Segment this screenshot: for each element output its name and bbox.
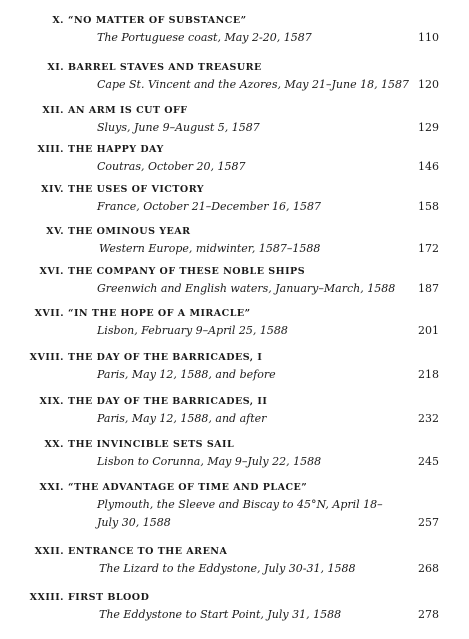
chapter-title: THE COMPANY OF THESE NOBLE SHIPS — [68, 266, 306, 277]
toc-entry — [0, 351, 469, 391]
chapter-number: XIII. — [37, 144, 64, 155]
chapter-subtitle: The Lizard to the Eddystone, July 30-31, 1588 — [99, 562, 356, 575]
chapter-number: XIV. — [41, 184, 64, 195]
page-number: 158 — [418, 200, 439, 213]
chapter-subtitle-continued: July 30, 1588 — [97, 516, 171, 529]
chapter-subtitle: Sluys, June 9–August 5, 1587 — [97, 121, 260, 134]
toc-entry — [0, 183, 469, 223]
page-number: 187 — [418, 282, 439, 295]
chapter-number: XI. — [47, 62, 64, 73]
chapter-subtitle: Coutras, October 20, 1587 — [97, 160, 246, 173]
chapter-title: FIRST BLOOD — [68, 592, 150, 603]
page-number: 245 — [418, 455, 439, 468]
toc-entry — [0, 438, 469, 478]
page-number: 218 — [418, 368, 439, 381]
page-number: 257 — [418, 516, 439, 529]
toc-entry — [0, 545, 469, 585]
toc-entry — [0, 481, 469, 541]
chapter-number: XXIII. — [29, 592, 64, 603]
chapter-subtitle: The Eddystone to Start Point, July 31, 1588 — [99, 608, 342, 621]
chapter-subtitle: The Portuguese coast, May 2-20, 1587 — [97, 31, 312, 44]
chapter-title: “IN THE HOPE OF A MIRACLE” — [68, 308, 251, 319]
chapter-title: THE DAY OF THE BARRICADES, II — [68, 396, 268, 407]
page-number: 201 — [418, 324, 439, 337]
toc-entry — [0, 265, 469, 305]
toc-entry — [0, 143, 469, 183]
page-number: 278 — [418, 608, 439, 621]
chapter-number: XVIII. — [29, 352, 64, 363]
chapter-number: XII. — [42, 105, 64, 116]
chapter-number: XIX. — [39, 396, 64, 407]
chapter-number: X. — [52, 15, 64, 26]
chapter-number: XXII. — [34, 546, 64, 557]
chapter-subtitle: Cape St. Vincent and the Azores, May 21–June 18, 1587 — [97, 78, 410, 91]
chapter-title: THE DAY OF THE BARRICADES, I — [68, 352, 263, 363]
page-number: 146 — [418, 160, 439, 173]
page-number: 120 — [418, 78, 439, 91]
chapter-subtitle: Western Europe, midwinter, 1587–1588 — [99, 242, 321, 255]
page-number: 232 — [418, 412, 439, 425]
chapter-title: ENTRANCE TO THE ARENA — [68, 546, 228, 557]
toc-entry — [0, 61, 469, 101]
chapter-number: XV. — [46, 226, 64, 237]
page-number: 268 — [418, 562, 439, 575]
chapter-subtitle: Paris, May 12, 1588, and after — [97, 412, 267, 425]
chapter-number: XXI. — [39, 482, 64, 493]
toc-entry — [0, 395, 469, 435]
chapter-subtitle: France, October 21–December 16, 1587 — [97, 200, 321, 213]
chapter-subtitle: Plymouth, the Sleeve and Biscay to 45°N, April 18– — [97, 498, 383, 511]
toc-entry — [0, 225, 469, 265]
chapter-title: “NO MATTER OF SUBSTANCE” — [68, 15, 247, 26]
chapter-title: THE INVINCIBLE SETS SAIL — [68, 439, 235, 450]
chapter-title: THE HAPPY DAY — [68, 144, 164, 155]
page-number: 172 — [418, 242, 439, 255]
chapter-subtitle: Greenwich and English waters, January–March, 1588 — [97, 282, 396, 295]
toc-entry — [0, 14, 469, 54]
chapter-number: XVI. — [39, 266, 64, 277]
toc-entry — [0, 307, 469, 347]
chapter-subtitle: Lisbon, February 9–April 25, 1588 — [97, 324, 288, 337]
chapter-title: THE USES OF VICTORY — [68, 184, 205, 195]
chapter-title: AN ARM IS CUT OFF — [68, 105, 188, 116]
chapter-subtitle: Lisbon to Corunna, May 9–July 22, 1588 — [97, 455, 322, 468]
chapter-title: BARREL STAVES AND TREASURE — [68, 62, 262, 73]
toc-entry — [0, 591, 469, 631]
chapter-subtitle: Paris, May 12, 1588, and before — [97, 368, 276, 381]
chapter-number: XX. — [44, 439, 64, 450]
toc-entry — [0, 104, 469, 144]
page-number: 129 — [418, 121, 439, 134]
page-number: 110 — [418, 31, 439, 44]
chapter-title: “THE ADVANTAGE OF TIME AND PLACE” — [68, 482, 308, 493]
chapter-title: THE OMINOUS YEAR — [68, 226, 191, 237]
chapter-number: XVII. — [34, 308, 64, 319]
